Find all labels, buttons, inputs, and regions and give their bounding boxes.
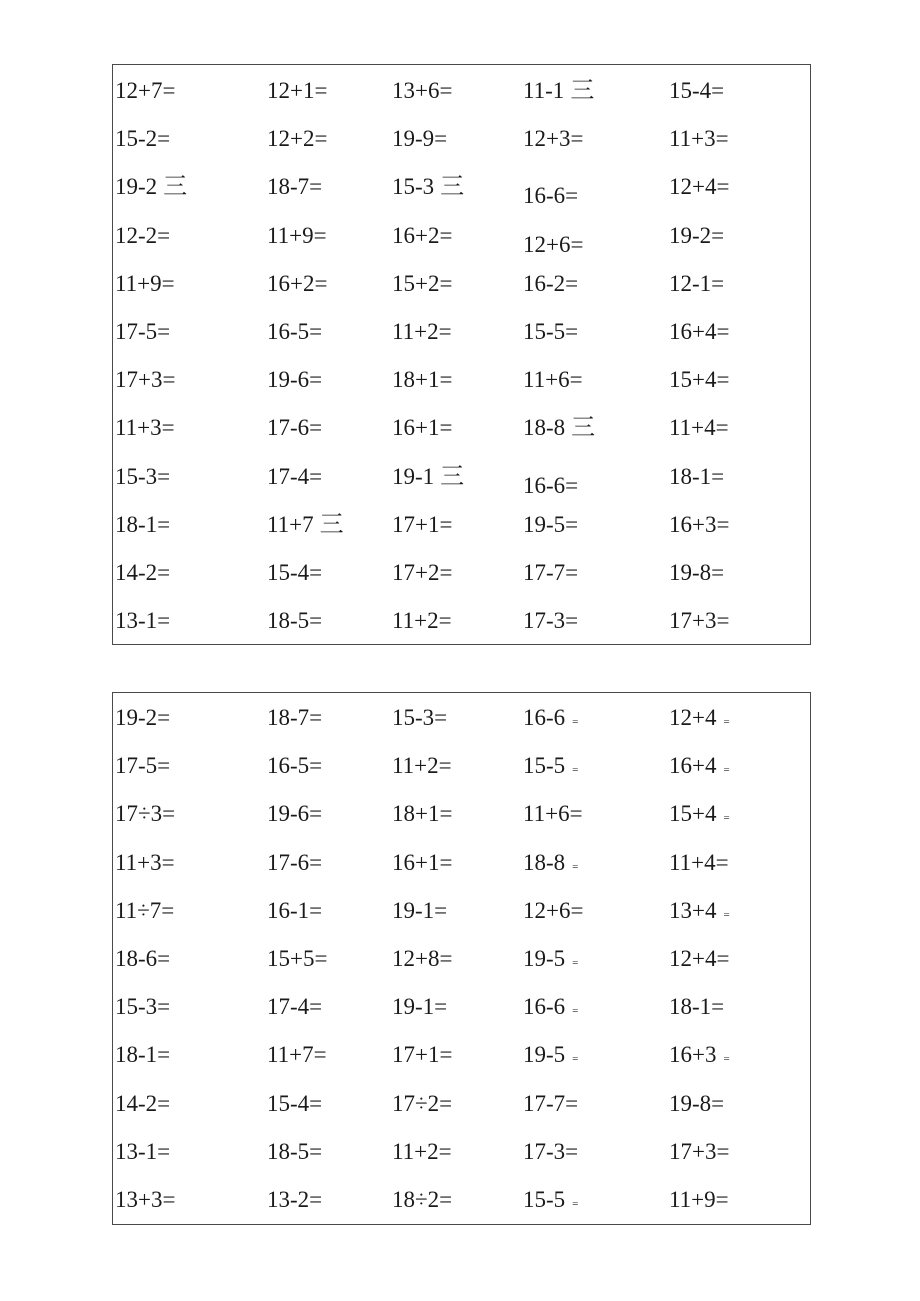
exercise-item — [267, 511, 344, 539]
exercise-row — [113, 1041, 810, 1081]
exercise-item — [267, 222, 327, 250]
exercise-item — [392, 1090, 452, 1118]
small-equals-sign: = — [723, 1053, 730, 1066]
exercise-row — [113, 607, 810, 647]
exercise-item — [523, 270, 578, 298]
exercise-item — [669, 849, 729, 877]
exercise-expression: 11-1 — [523, 78, 565, 103]
exercise-expression: 11+2= — [392, 608, 452, 634]
exercise-expression: 18-8 — [523, 415, 566, 441]
exercise-item — [392, 270, 452, 298]
exercise-item — [267, 173, 322, 201]
answer-mark: 三 — [440, 174, 465, 201]
exercise-item — [392, 318, 452, 346]
exercise-expression: 11+3= — [115, 415, 175, 441]
exercise-row — [113, 463, 810, 503]
exercise-row — [113, 222, 810, 262]
exercise-row — [113, 704, 810, 744]
answer-mark: 三 — [440, 463, 465, 490]
exercise-expression: 12+7= — [115, 78, 176, 103]
exercise-row — [113, 511, 810, 551]
exercise-expression: 16+1= — [392, 849, 453, 875]
exercise-item — [115, 704, 170, 732]
exercise-item — [523, 1186, 578, 1218]
exercise-expression: 12+4= — [669, 174, 730, 200]
exercise-item — [669, 704, 730, 736]
exercise-item — [115, 414, 175, 442]
exercise-item — [267, 1090, 322, 1118]
exercise-expression: 16+3= — [669, 511, 730, 537]
exercise-item — [115, 125, 170, 153]
exercise-expression: 17-4= — [267, 463, 323, 489]
exercise-item — [523, 945, 578, 977]
exercise-item — [669, 607, 729, 635]
exercise-item — [392, 222, 452, 250]
exercise-expression: 19-2= — [115, 705, 171, 730]
exercise-expression: 17+1= — [392, 511, 453, 537]
exercise-expression: 11+2= — [392, 1138, 452, 1164]
exercise-row — [113, 1138, 810, 1178]
exercise-item — [669, 511, 729, 539]
exercise-item — [115, 366, 175, 394]
exercise-item — [115, 173, 187, 201]
small-equals-sign: = — [572, 1198, 579, 1210]
exercise-item — [392, 77, 452, 105]
exercise-expression: 16-6 — [523, 994, 566, 1020]
exercise-expression: 12+4= — [669, 946, 730, 971]
exercise-item — [669, 414, 729, 442]
exercise-item — [523, 607, 578, 635]
exercise-expression: 14-2= — [115, 1090, 171, 1116]
exercise-expression: 15+4= — [669, 367, 730, 393]
exercise-box-2 — [112, 692, 811, 1225]
answer-mark: 三 — [319, 511, 344, 538]
small-equals-sign: = — [723, 764, 730, 777]
exercise-item — [669, 897, 730, 929]
exercise-item — [115, 945, 170, 973]
exercise-expression: 15-3 — [392, 174, 435, 200]
exercise-item — [392, 993, 447, 1021]
exercise-item — [523, 559, 578, 587]
exercise-expression: 12+6= — [523, 897, 584, 923]
exercise-expression: 16+3 — [669, 1042, 717, 1068]
exercise-item — [267, 897, 322, 925]
exercise-expression: 17-6= — [267, 849, 323, 875]
exercise-item — [392, 1186, 452, 1214]
exercise-expression: 17-3= — [523, 608, 579, 634]
exercise-expression: 18+1= — [392, 801, 453, 827]
exercise-item — [523, 1090, 578, 1118]
exercise-expression: 18-5= — [267, 608, 323, 634]
exercise-item — [392, 945, 452, 973]
exercise-expression: 11÷7= — [115, 897, 175, 923]
exercise-item — [267, 752, 322, 780]
small-equals-sign: = — [723, 908, 730, 921]
exercise-item — [523, 511, 578, 539]
exercise-expression: 12-1= — [669, 270, 725, 296]
exercise-expression: 15-3= — [115, 463, 171, 489]
exercise-expression: 18-5= — [267, 1138, 323, 1164]
exercise-item — [669, 752, 730, 784]
exercise-expression: 15-4= — [669, 78, 725, 103]
exercise-item — [392, 752, 452, 780]
exercise-item — [115, 849, 175, 877]
exercise-item — [392, 800, 452, 828]
exercise-item — [669, 800, 730, 832]
exercise-expression: 17+1= — [392, 1042, 453, 1068]
exercise-expression: 17-7= — [523, 1090, 579, 1116]
exercise-expression: 17-5= — [115, 319, 171, 344]
small-equals-sign: = — [723, 812, 730, 825]
exercise-expression: 11+3= — [115, 849, 175, 875]
exercise-expression: 17-4= — [267, 994, 323, 1020]
exercise-expression: 14-2= — [115, 560, 171, 585]
exercise-item — [267, 463, 322, 491]
exercise-expression: 13-2= — [267, 1187, 323, 1212]
exercise-item — [392, 414, 452, 442]
exercise-item — [669, 77, 724, 105]
exercise-expression: 17-6= — [267, 415, 323, 441]
exercise-item — [523, 897, 583, 925]
exercise-item — [267, 849, 322, 877]
exercise-item — [267, 559, 322, 587]
exercise-item — [392, 897, 447, 925]
exercise-expression: 17+3= — [669, 608, 730, 634]
exercise-expression: 19-9= — [392, 126, 448, 152]
exercise-expression: 18-1= — [669, 463, 725, 489]
exercise-expression: 12+3= — [523, 126, 584, 152]
exercise-item — [115, 1138, 170, 1166]
exercise-item — [267, 270, 327, 298]
exercise-item — [669, 1041, 730, 1073]
exercise-row — [113, 752, 810, 792]
exercise-expression: 15-4= — [267, 560, 323, 585]
exercise-item — [523, 849, 578, 881]
exercise-expression: 17÷3= — [115, 801, 176, 827]
exercise-expression: 11+7 — [267, 511, 314, 537]
exercise-item — [392, 173, 464, 201]
exercise-expression: 15-4= — [267, 1090, 323, 1116]
exercise-expression: 16-5= — [267, 319, 323, 344]
exercise-row — [113, 1090, 810, 1130]
exercise-expression: 15-3= — [115, 994, 171, 1020]
exercise-item — [267, 1186, 322, 1214]
exercise-item — [115, 752, 170, 780]
exercise-expression: 18-1= — [115, 511, 171, 537]
exercise-row — [113, 897, 810, 937]
exercise-item — [267, 125, 327, 153]
exercise-item — [523, 77, 594, 105]
exercise-expression: 12+1= — [267, 78, 328, 103]
exercise-item — [392, 1041, 452, 1069]
exercise-expression: 18-7= — [267, 174, 323, 200]
exercise-expression: 15+5= — [267, 946, 328, 971]
exercise-expression: 16-5= — [267, 753, 323, 779]
exercise-row — [113, 1186, 810, 1226]
exercise-row — [113, 945, 810, 985]
exercise-expression: 19-2 — [115, 174, 158, 200]
exercise-expression: 11+2= — [392, 319, 452, 344]
exercise-item — [669, 1090, 724, 1118]
exercise-expression: 12+2= — [267, 126, 328, 152]
exercise-expression: 17+2= — [392, 560, 453, 585]
exercise-expression: 15-5 — [523, 753, 566, 779]
exercise-item — [669, 222, 724, 250]
exercise-expression: 19-6= — [267, 801, 323, 827]
exercise-expression: 19-1= — [392, 897, 448, 923]
small-equals-sign: = — [572, 764, 579, 777]
answer-mark: 三 — [571, 415, 596, 442]
exercise-expression: 16+4= — [669, 319, 730, 344]
exercise-item — [669, 945, 729, 973]
exercise-expression: 15-3= — [392, 705, 448, 730]
exercise-expression: 19-1= — [392, 994, 448, 1020]
exercise-item — [392, 511, 452, 539]
exercise-item — [115, 1186, 175, 1214]
exercise-expression: 16+2= — [267, 270, 328, 296]
exercise-expression: 12-2= — [115, 222, 171, 248]
exercise-expression: 19-1 — [392, 463, 435, 489]
exercise-item — [267, 993, 322, 1021]
exercise-item — [267, 318, 322, 346]
exercise-item — [669, 559, 724, 587]
exercise-item — [523, 800, 583, 828]
exercise-expression: 16-1= — [267, 897, 323, 923]
answer-mark: 三 — [570, 78, 595, 104]
exercise-item — [115, 1041, 170, 1069]
exercise-item — [115, 511, 170, 539]
exercise-expression: 11+2= — [392, 753, 452, 779]
exercise-item — [267, 800, 322, 828]
exercise-expression: 11+7= — [267, 1042, 327, 1068]
small-equals-sign: = — [572, 716, 579, 728]
exercise-row — [113, 800, 810, 840]
exercise-expression: 11+3= — [669, 126, 729, 152]
exercise-expression: 12+6= — [523, 231, 584, 257]
exercise-expression: 15+2= — [392, 270, 453, 296]
exercise-expression: 16+4 — [669, 753, 717, 779]
exercise-item — [267, 945, 327, 973]
exercise-item — [523, 993, 578, 1025]
exercise-item — [267, 77, 327, 105]
exercise-item — [669, 1186, 729, 1214]
exercise-item — [523, 414, 595, 442]
exercise-expression: 11+9= — [669, 1187, 729, 1212]
exercise-item — [523, 1138, 578, 1166]
exercise-item — [523, 182, 578, 210]
exercise-expression: 18+1= — [392, 367, 453, 393]
exercise-expression: 13+4 — [669, 897, 717, 923]
exercise-item — [523, 704, 578, 736]
exercise-item — [267, 414, 322, 442]
exercise-item — [669, 463, 724, 491]
exercise-item — [669, 366, 729, 394]
exercise-item — [267, 607, 322, 635]
exercise-item — [267, 1041, 327, 1069]
exercise-item — [669, 993, 724, 1021]
exercise-item — [115, 1090, 170, 1118]
exercise-row — [113, 366, 810, 406]
exercise-item — [392, 559, 452, 587]
exercise-item — [115, 318, 170, 346]
small-equals-sign: = — [572, 860, 579, 873]
exercise-expression: 17+3= — [669, 1138, 730, 1164]
exercise-row — [113, 125, 810, 165]
exercise-item — [115, 800, 175, 828]
exercise-expression: 18-6= — [115, 946, 171, 971]
exercise-item — [115, 222, 170, 250]
exercise-expression: 18-7= — [267, 705, 323, 730]
exercise-expression: 17-3= — [523, 1138, 579, 1164]
exercise-expression: 17-7= — [523, 560, 579, 585]
exercise-expression: 11+9= — [115, 270, 175, 296]
small-equals-sign: = — [572, 1053, 579, 1066]
exercise-expression: 18-8 — [523, 849, 566, 875]
exercise-expression: 19-8= — [669, 1090, 725, 1116]
exercise-expression: 18-1= — [115, 1042, 171, 1068]
exercise-expression: 19-2= — [669, 222, 725, 248]
exercise-expression: 18-1= — [669, 994, 725, 1020]
exercise-expression: 16-6 — [523, 705, 566, 730]
exercise-row — [113, 993, 810, 1033]
exercise-item — [523, 231, 583, 259]
exercise-item — [523, 366, 583, 394]
exercise-item — [267, 704, 322, 732]
exercise-item — [392, 849, 452, 877]
exercise-row — [113, 318, 810, 358]
exercise-expression: 15-5= — [523, 319, 579, 344]
exercise-expression: 19-5 — [523, 1042, 566, 1068]
exercise-item — [669, 318, 729, 346]
exercise-expression: 16+1= — [392, 415, 453, 441]
exercise-expression: 13+3= — [115, 1187, 176, 1212]
exercise-expression: 12+8= — [392, 946, 453, 971]
exercise-expression: 18÷2= — [392, 1187, 453, 1212]
exercise-item — [115, 77, 175, 105]
exercise-expression: 19-8= — [669, 560, 725, 585]
small-equals-sign: = — [572, 1005, 579, 1018]
exercise-expression: 12+4 — [669, 705, 717, 730]
small-equals-sign: = — [723, 716, 730, 728]
exercise-row — [113, 849, 810, 889]
exercise-item — [115, 607, 170, 635]
exercise-expression: 11+4= — [669, 415, 729, 441]
exercise-expression: 11+9= — [267, 222, 327, 248]
exercise-item — [669, 1138, 729, 1166]
exercise-item — [115, 559, 170, 587]
exercise-row — [113, 559, 810, 599]
exercise-item — [669, 125, 729, 153]
exercise-item — [115, 463, 170, 491]
exercise-expression: 11+4= — [669, 849, 729, 875]
exercise-expression: 15-5 — [523, 1187, 566, 1212]
exercise-item — [115, 993, 170, 1021]
exercise-expression: 17+3= — [115, 367, 176, 393]
exercise-item — [523, 472, 578, 500]
exercise-item — [392, 125, 447, 153]
exercise-item — [523, 125, 583, 153]
exercise-item — [669, 270, 724, 298]
exercise-expression: 13-1= — [115, 1138, 171, 1164]
exercise-row — [113, 173, 810, 213]
exercise-expression: 17÷2= — [392, 1090, 453, 1116]
exercise-expression: 11+6= — [523, 801, 583, 827]
exercise-item — [392, 704, 447, 732]
exercise-expression: 19-5= — [523, 511, 579, 537]
exercise-expression: 19-6= — [267, 367, 323, 393]
exercise-expression: 16-6= — [523, 183, 579, 209]
exercise-row — [113, 270, 810, 310]
exercise-item — [267, 366, 322, 394]
exercise-row — [113, 77, 810, 117]
exercise-item — [669, 173, 729, 201]
exercise-item — [115, 897, 174, 925]
exercise-expression: 19-5 — [523, 946, 566, 971]
exercise-item — [392, 463, 464, 491]
exercise-expression: 16-2= — [523, 270, 579, 296]
exercise-expression: 13-1= — [115, 608, 171, 634]
exercise-expression: 15+4 — [669, 801, 717, 827]
exercise-item — [392, 607, 452, 635]
exercise-item — [115, 270, 175, 298]
small-equals-sign: = — [572, 957, 579, 969]
answer-mark: 三 — [163, 174, 188, 201]
exercise-item — [392, 366, 452, 394]
exercise-expression: 15-2= — [115, 126, 171, 152]
exercise-box-1 — [112, 64, 811, 645]
exercise-expression: 16-6= — [523, 472, 579, 498]
exercise-row — [113, 414, 810, 454]
exercise-item — [392, 1138, 452, 1166]
exercise-item — [267, 1138, 322, 1166]
exercise-item — [523, 318, 578, 346]
exercise-expression: 13+6= — [392, 78, 453, 103]
exercise-expression: 16+2= — [392, 222, 453, 248]
exercise-expression: 17-5= — [115, 753, 171, 779]
exercise-item — [523, 1041, 578, 1073]
exercise-expression: 11+6= — [523, 367, 583, 393]
exercise-item — [523, 752, 578, 784]
